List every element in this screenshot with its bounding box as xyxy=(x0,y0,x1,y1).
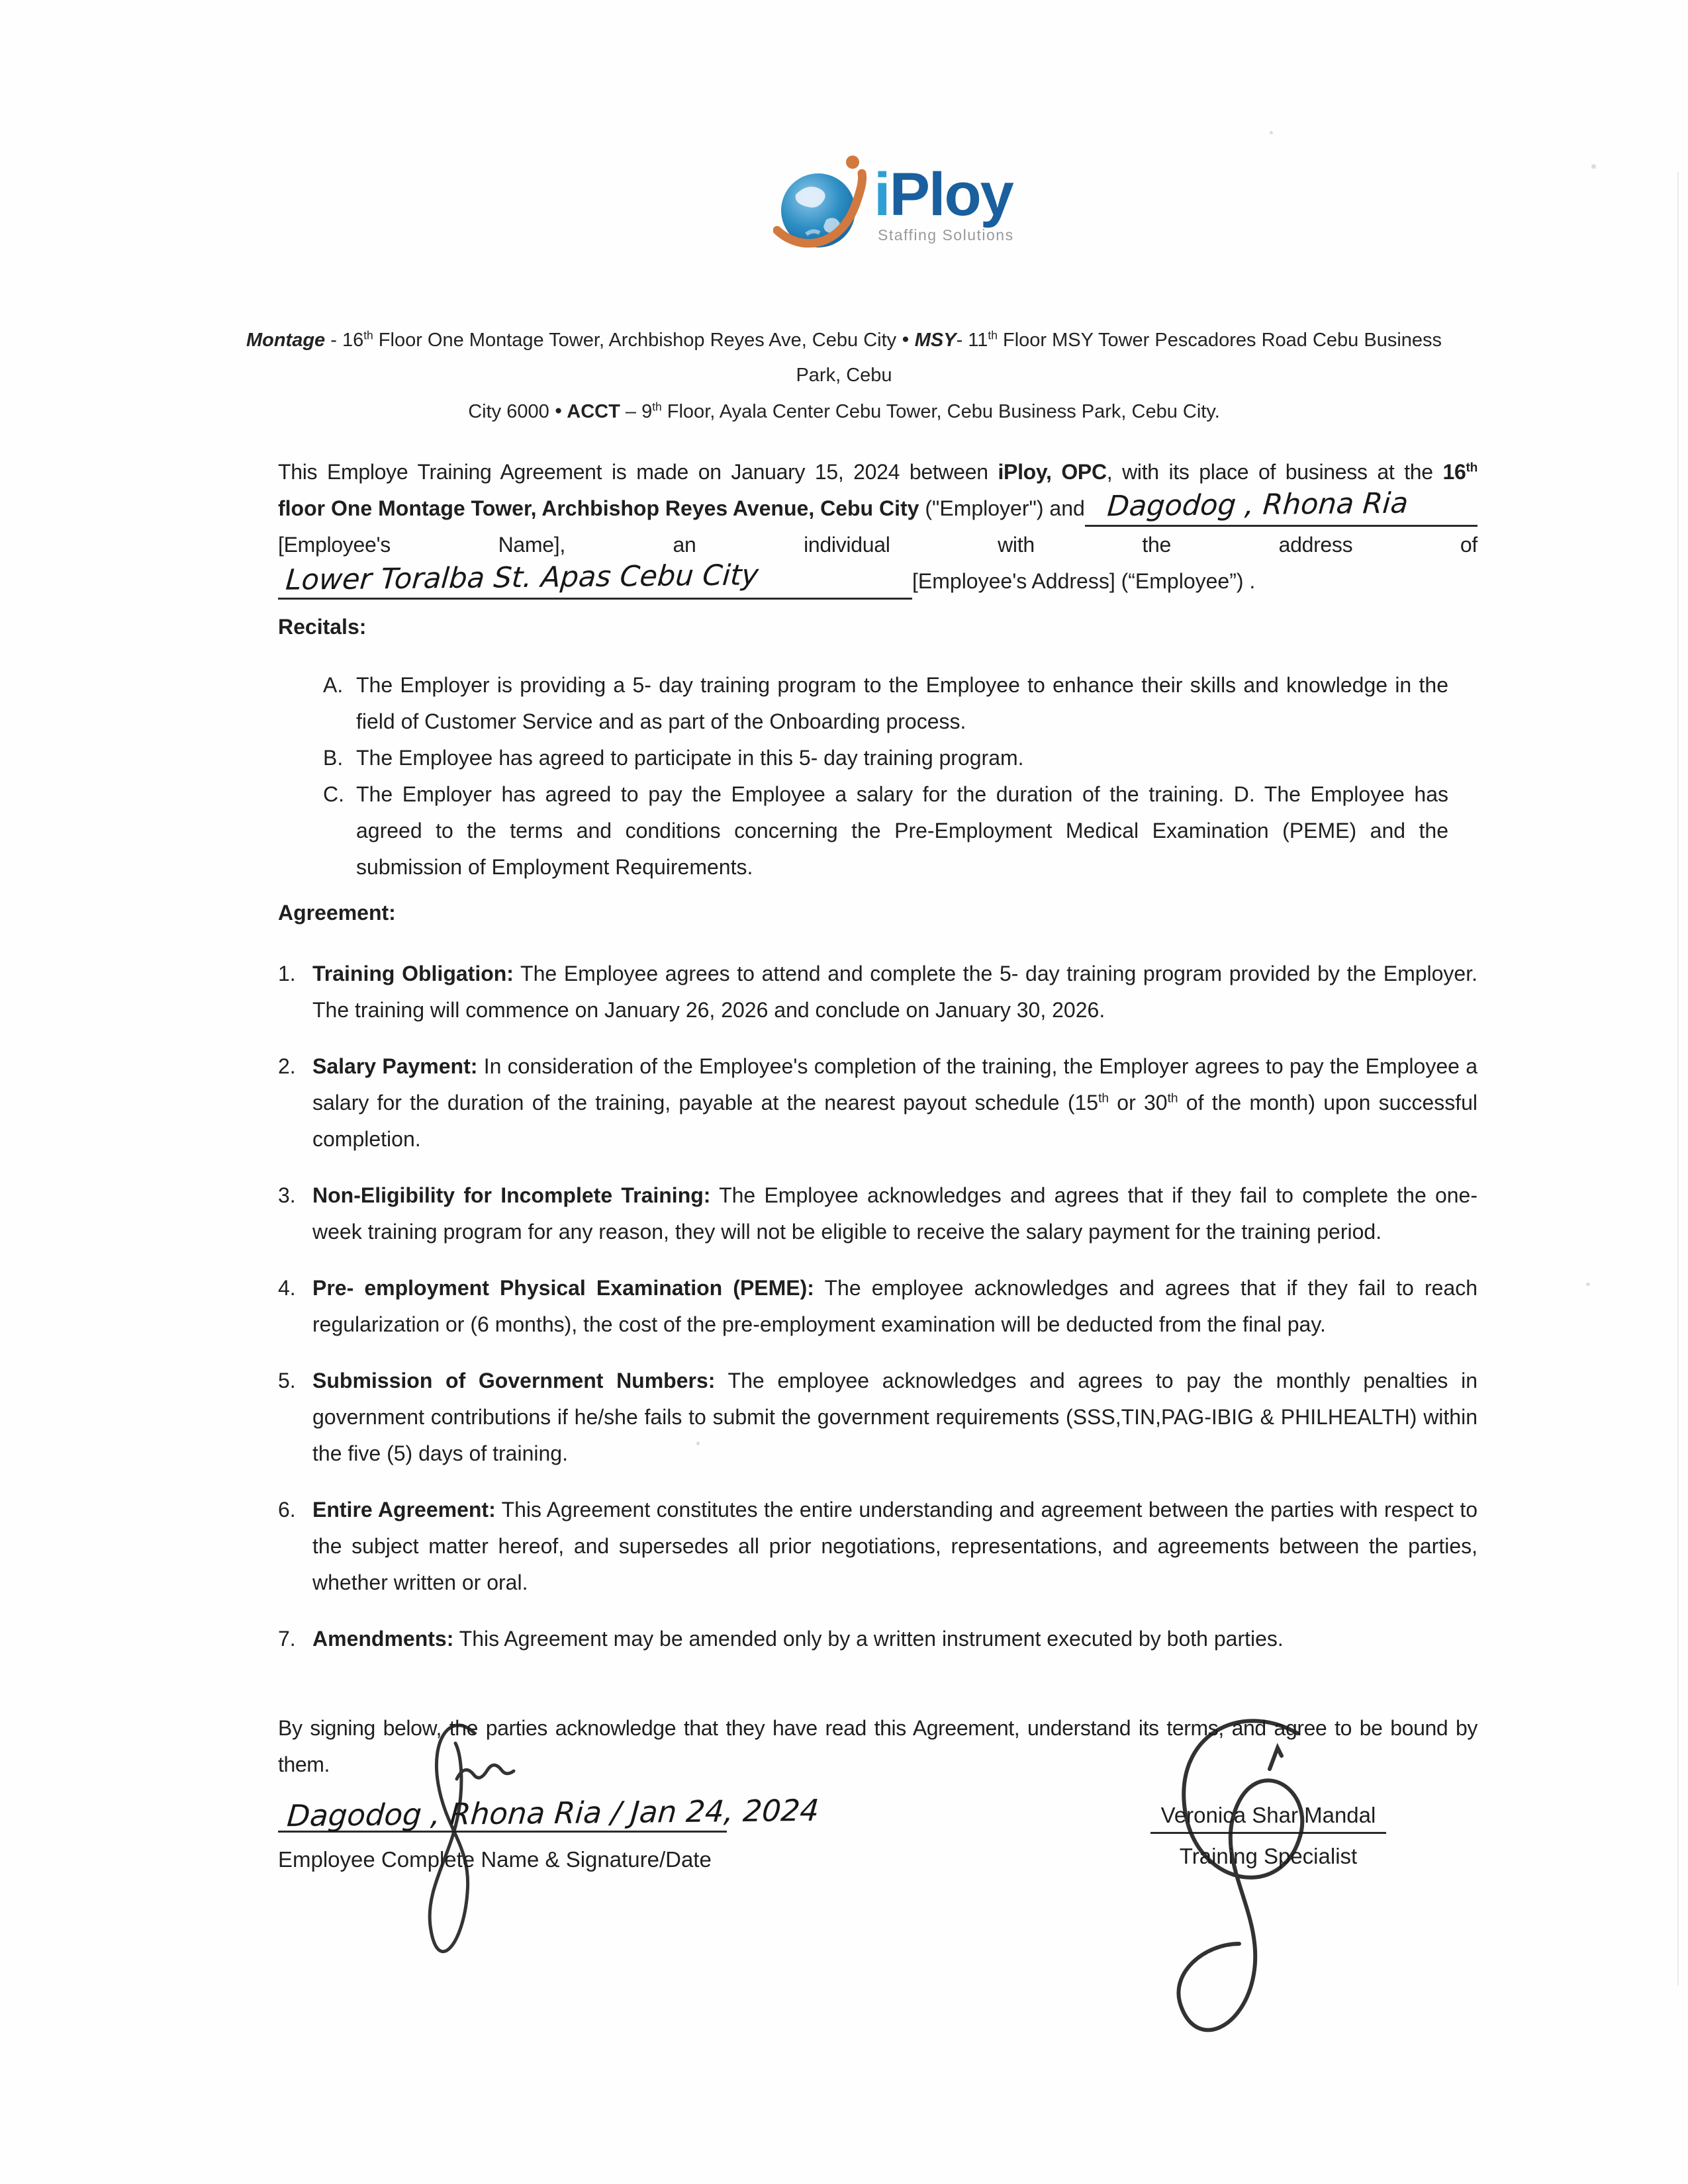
clause-training-obligation xyxy=(278,956,1477,1028)
office-address xyxy=(238,322,1450,430)
employee-address-blank xyxy=(278,561,912,600)
clause-number: 4. xyxy=(278,1276,296,1300)
handwritten-employee-address: Lower Toralba St. Apas Cebu City xyxy=(284,559,760,597)
handwritten-employee-name-date: Dagodog , Rhona Ria / Jan 24, 2024 xyxy=(285,1792,821,1834)
scan-speck xyxy=(696,1441,700,1445)
logo-tagline: Staffing Solutions xyxy=(878,226,1014,244)
office-address-line-2 xyxy=(238,393,1450,430)
addr-text: Floor One Montage Tower, Archbishop Reyes Ave, Cebu City xyxy=(373,330,902,351)
clause-title: Salary Payment: xyxy=(312,1054,478,1078)
brand-i: i xyxy=(874,160,890,228)
recital-item-a xyxy=(323,667,1448,740)
scan-speck xyxy=(1586,1283,1590,1286)
clause-salary-payment xyxy=(278,1048,1477,1158)
addr-text: - 16 xyxy=(325,330,364,351)
recital-text: The Employer has agreed to pay the Employee a salary for the duration of the training. D. The Employee has agreed to the terms and conditions concerning the Pre-Employment Medical Examination (PEME) and the submission of Employment Requirements. xyxy=(356,782,1448,879)
recital-text: The Employer is providing a 5- day training program to the Employee to enhance their skills and knowledge in the field of Customer Service and as part of the Onboarding process. xyxy=(356,673,1448,733)
brand-name xyxy=(874,160,1014,228)
employee-name-blank xyxy=(1085,488,1477,527)
clause-body xyxy=(312,1270,1477,1343)
ordinal-sup: th xyxy=(363,328,373,342)
employer-address: floor One Montage Tower, Archbishop Reyes Avenue, Cebu City xyxy=(278,496,919,520)
acct-office-label: ACCT xyxy=(562,401,620,422)
recital-label: B. xyxy=(323,746,344,770)
scan-edge-artifact xyxy=(1677,172,1679,1985)
recital-item-b xyxy=(323,740,1448,776)
scan-speck xyxy=(1270,131,1273,134)
closing-paragraph: By signing below, the parties acknowledge that they have read this Agreement, understand its terms, and agree to be bound by them. xyxy=(278,1716,1477,1776)
clause-body xyxy=(312,1177,1477,1250)
ordinal-sup: th xyxy=(988,328,998,342)
msy-office-label: MSY xyxy=(909,330,957,351)
clause-number: 5. xyxy=(278,1369,296,1392)
intro-line-1 xyxy=(278,454,1477,490)
montage-office-label: Montage xyxy=(246,330,326,351)
clause-number: 2. xyxy=(278,1054,296,1078)
clause-text: This Agreement constitutes the entire understanding and agreement between the parties with respect to the subject matter hereof, and supersedes all prior negotiations, representations, and agreements between the parties, whether written or oral. xyxy=(312,1498,1478,1594)
company-logo xyxy=(773,154,1014,254)
employee-signature-label: Employee Complete Name & Signature/Date xyxy=(278,1847,712,1872)
clause-text: This Agreement may be amended only by a written instrument executed by both parties. xyxy=(453,1627,1284,1651)
clause-number: 7. xyxy=(278,1627,296,1651)
clause-title: Non-Eligibility for Incomplete Training: xyxy=(312,1183,711,1207)
intro-line-4 xyxy=(278,559,1477,600)
clause-title: Training Obligation: xyxy=(312,962,514,985)
clause-peme xyxy=(278,1270,1477,1343)
clause-amendments xyxy=(278,1621,1477,1657)
scan-speck xyxy=(1591,164,1596,169)
clause-text: In consideration of the Employee's completion of the training, the Employer agrees to pay the Employee a salary for the duration of the training, payable at the nearest payout schedule (15 xyxy=(312,1054,1478,1115)
clause-body xyxy=(312,1492,1477,1601)
clause-text: The Employee acknowledges and agrees that if they fail to complete the one-week training program for any reason, they will not be eligible to receive the salary payment for the training period. xyxy=(312,1183,1477,1244)
intro-line-2 xyxy=(278,486,1477,527)
intro-text xyxy=(278,490,1085,527)
clause-text: of the month) upon successful completion. xyxy=(312,1091,1478,1151)
addr-text: – 9 xyxy=(620,401,653,422)
recital-item-c xyxy=(323,776,1448,886)
brand-text-block xyxy=(874,160,1014,244)
training-specialist-name: Veronica Shar Mandal xyxy=(1150,1803,1386,1834)
recitals-heading: Recitals: xyxy=(278,615,367,639)
clause-number: 3. xyxy=(278,1183,296,1207)
clause-body xyxy=(312,1048,1477,1158)
clause-text: The employee acknowledges and agrees to pay the monthly penalties in government contributions if he/she fails to submit the government requirements (SSS,TIN,PAG-IBIG & PHILHEALTH) within the five (5) days of training. xyxy=(312,1369,1478,1465)
ordinal-sup: th xyxy=(1466,461,1477,475)
brand-ploy: Ploy xyxy=(889,160,1013,228)
recital-label: C. xyxy=(323,782,344,806)
addr-text: City 6000 xyxy=(468,401,555,422)
clause-title: Submission of Government Numbers: xyxy=(312,1369,716,1392)
clause-title: Amendments: xyxy=(312,1627,454,1651)
globe-swoosh-logo-icon xyxy=(773,154,872,254)
clause-text: The employee acknowledges and agrees that if they fail to reach regularization or (6 months), the cost of the pre-employment examination will be deducted from the final pay. xyxy=(312,1276,1477,1336)
intro-text: This Employe Training Agreement is made on January 15, 2024 between xyxy=(278,460,998,484)
agreement-list xyxy=(278,956,1477,1677)
recital-text: The Employee has agreed to participate in this 5- day training program. xyxy=(356,746,1024,770)
bullet-separator-icon: ● xyxy=(554,404,563,418)
ordinal-sup: th xyxy=(652,400,662,414)
clause-government-numbers xyxy=(278,1363,1477,1472)
clause-body xyxy=(312,956,1477,1028)
bullet-separator-icon: ● xyxy=(902,332,910,346)
ordinal-sup: th xyxy=(1167,1091,1178,1106)
addr-text: - 11 xyxy=(956,330,988,351)
employee-signature-line xyxy=(278,1780,821,1834)
addr-text: Floor MSY Tower Pescadores Road Cebu Business Park, Cebu xyxy=(796,330,1442,386)
recitals-list xyxy=(323,667,1448,886)
clause-title: Entire Agreement: xyxy=(312,1498,496,1522)
recital-label: A. xyxy=(323,673,344,697)
clause-body xyxy=(312,1363,1477,1472)
clause-text: or 30 xyxy=(1109,1091,1168,1115)
clause-number: 6. xyxy=(278,1498,296,1522)
clause-text: The Employee agrees to attend and complete the 5- day training program provided by the Employer. The training will commence on January 26, 2026 and conclude on January 30, 2026. xyxy=(312,962,1478,1022)
ordinal-sup: th xyxy=(1098,1091,1109,1106)
handwritten-employee-name: Dagodog , Rhona Ria xyxy=(1105,486,1409,523)
agreement-heading: Agreement: xyxy=(278,901,396,925)
clause-entire-agreement xyxy=(278,1492,1477,1601)
intro-text: ("Employer") and xyxy=(919,496,1085,520)
intro-text: , with its place of business at the xyxy=(1106,460,1443,484)
addr-text: Floor, Ayala Center Cebu Tower, Cebu Business Park, Cebu City. xyxy=(661,401,1220,422)
intro-line-3: [Employee's Name], an individual with the address of xyxy=(278,533,1477,557)
training-specialist-title: Training Specialist xyxy=(1179,1844,1358,1868)
clause-number: 1. xyxy=(278,962,296,985)
intro-text: 16 xyxy=(1442,460,1466,484)
clause-title: Pre- employment Physical Examination (PEME): xyxy=(312,1276,814,1300)
clause-body xyxy=(312,1621,1477,1657)
office-address-line-1 xyxy=(238,322,1450,393)
employer-name: iPloy, OPC xyxy=(998,460,1107,484)
intro-paragraph xyxy=(278,454,1477,600)
clause-non-eligibility xyxy=(278,1177,1477,1250)
employee-address-label: [Employee's Address] (“Employee”) . xyxy=(912,569,1256,593)
